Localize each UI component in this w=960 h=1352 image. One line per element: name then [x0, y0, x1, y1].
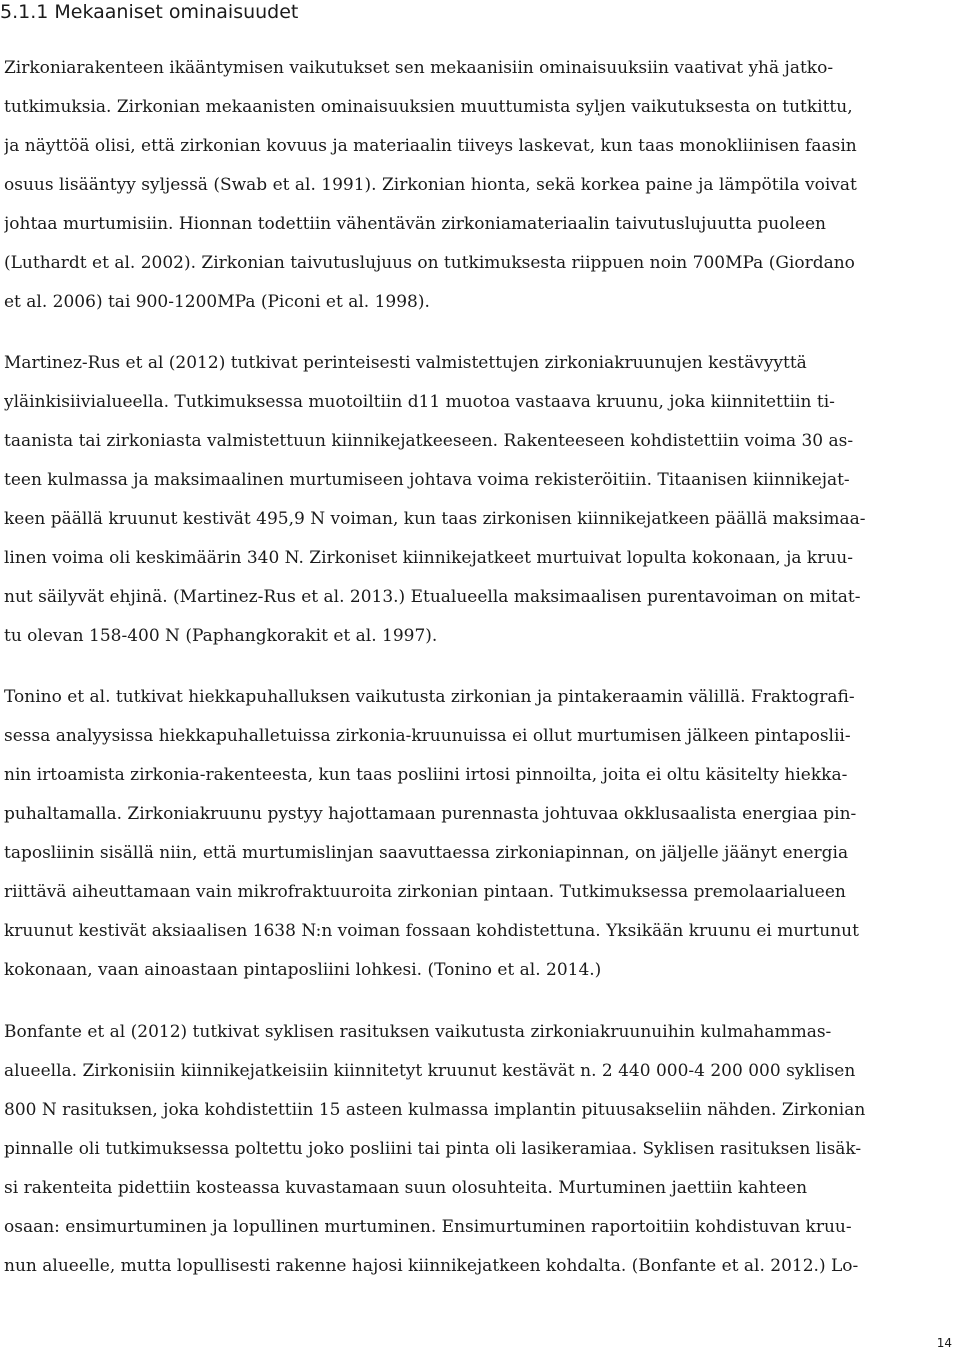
text-line: linen voima oli keskimäärin 340 N. Zirkoniset kiinnikejatkeet murtuivat lopulta kokonaan, ja kruu-	[4, 548, 853, 568]
text-line: johtaa murtumisiin. Hionnan todettiin vähentävän zirkoniamateriaalin taivutuslujuutta puoleen	[4, 214, 826, 234]
paragraph-mechanical-aging	[4, 49, 960, 322]
text-line: si rakenteita pidettiin kosteassa kuvastamaan suun olosuhteita. Murtuminen jaettiin kahteen	[4, 1178, 808, 1198]
text-line: osaan: ensimurtuminen ja lopullinen murtuminen. Ensimurtuminen raportoitiin kohdistuvan kruu-	[4, 1217, 852, 1237]
text-line: riittävä aiheuttamaan vain mikrofraktuuroita zirkonian pintaan. Tutkimuksessa premolaarialueen	[4, 882, 846, 902]
text-line: puhaltamalla. Zirkoniakruunu pystyy hajottamaan purennasta johtuvaa okklusaalista energiaa pin-	[4, 804, 857, 824]
text-line: taanista tai zirkoniasta valmistettuun kiinnikejatkeeseen. Rakenteeseen kohdistettiin voima 30 as-	[4, 431, 854, 451]
text-line: alueella. Zirkonisiin kiinnikejatkeisiin kiinnitetyt kruunut kestävät n. 2 440 000-4 200 000 syklisen	[4, 1061, 856, 1081]
text-line: nin irtoamista zirkonia-rakenteesta, kun taas posliini irtosi pinnoilta, joita ei oltu käsitelty hiekka-	[4, 765, 848, 785]
text-line: nut säilyvät ehjinä. (Martinez-Rus et al. 2013.) Etualueella maksimaalisen purentavoiman on mitat-	[4, 587, 861, 607]
text-line: et al. 2006) tai 900-1200MPa (Piconi et al. 1998).	[4, 292, 430, 312]
text-line: kokonaan, vaan ainoastaan pintaposliini lohkesi. (Tonino et al. 2014.)	[4, 960, 602, 980]
text-line: yläinkisiivialueella. Tutkimuksessa muotoiltiin d11 muotoa vastaava kruunu, joka kiinnitettiin ti-	[4, 392, 835, 412]
text-line: Bonfante et al (2012) tutkivat syklisen rasituksen vaikutusta zirkoniakruunuihin kulmahammas-	[4, 1022, 832, 1042]
text-line: pinnalle oli tutkimuksessa poltettu joko posliini tai pinta oli lasikeramiaa. Syklisen rasituksen lisäk-	[4, 1139, 862, 1159]
text-line: nun alueelle, mutta lopullisesti rakenne hajosi kiinnikejatkeen kohdalta. (Bonfante et al. 2012.) Lo-	[4, 1256, 859, 1276]
text-line: sessa analyysissa hiekkapuhalletuissa zirkonia-kruunuissa ei ollut murtumisen jälkeen pintaposlii-	[4, 726, 851, 746]
paragraph-tonino	[4, 678, 960, 990]
text-line: teen kulmassa ja maksimaalinen murtumiseen johtava voima rekisteröitiin. Titaanisen kiinnikejat-	[4, 470, 850, 490]
text-line: (Luthardt et al. 2002). Zirkonian taivutuslujuus on tutkimuksesta riippuen noin 700MPa (Giordano	[4, 253, 855, 273]
text-line: tu olevan 158-400 N (Paphangkorakit et al. 1997).	[4, 626, 438, 646]
text-line: ja näyttöä olisi, että zirkonian kovuus ja materiaalin tiiveys laskevat, kun taas monokliinisen faasin	[4, 136, 857, 156]
paragraph-martinez-rus	[4, 344, 960, 656]
text-line: Martinez-Rus et al (2012) tutkivat perinteisesti valmistettujen zirkoniakruunujen kestävyyttä	[4, 353, 807, 373]
text-line: Zirkoniarakenteen ikääntymisen vaikutukset sen mekaanisiin ominaisuuksiin vaativat yhä jatko-	[4, 58, 834, 78]
text-line: tutkimuksia. Zirkonian mekaanisten ominaisuuksien muuttumista syljen vaikutuksesta on tutkittu,	[4, 97, 853, 117]
text-line: keen päällä kruunut kestivät 495,9 N voiman, kun taas zirkonisen kiinnikejatkeen päällä maksimaa-	[4, 509, 866, 529]
text-line: Tonino et al. tutkivat hiekkapuhalluksen vaikutusta zirkonian ja pintakeraamin välillä. Fraktografi-	[4, 687, 855, 707]
text-line: 800 N rasituksen, joka kohdistettiin 15 asteen kulmassa implantin pituusakseliin nähden. Zirkonian	[4, 1100, 866, 1120]
text-line: osuus lisääntyy syljessä (Swab et al. 1991). Zirkonian hionta, sekä korkea paine ja lämpötila voivat	[4, 175, 857, 195]
text-line: kruunut kestivät aksiaalisen 1638 N:n voiman fossaan kohdistettuna. Yksikään kruunu ei murtunut	[4, 921, 859, 941]
section-heading: 5.1.1 Mekaaniset ominaisuudet	[0, 1, 299, 23]
paragraph-bonfante	[4, 1013, 960, 1286]
text-line: taposliinin sisällä niin, että murtumislinjan saavuttaessa zirkoniapinnan, on jäljelle jäänyt energia	[4, 843, 849, 863]
page-number: 14	[936, 1336, 952, 1350]
